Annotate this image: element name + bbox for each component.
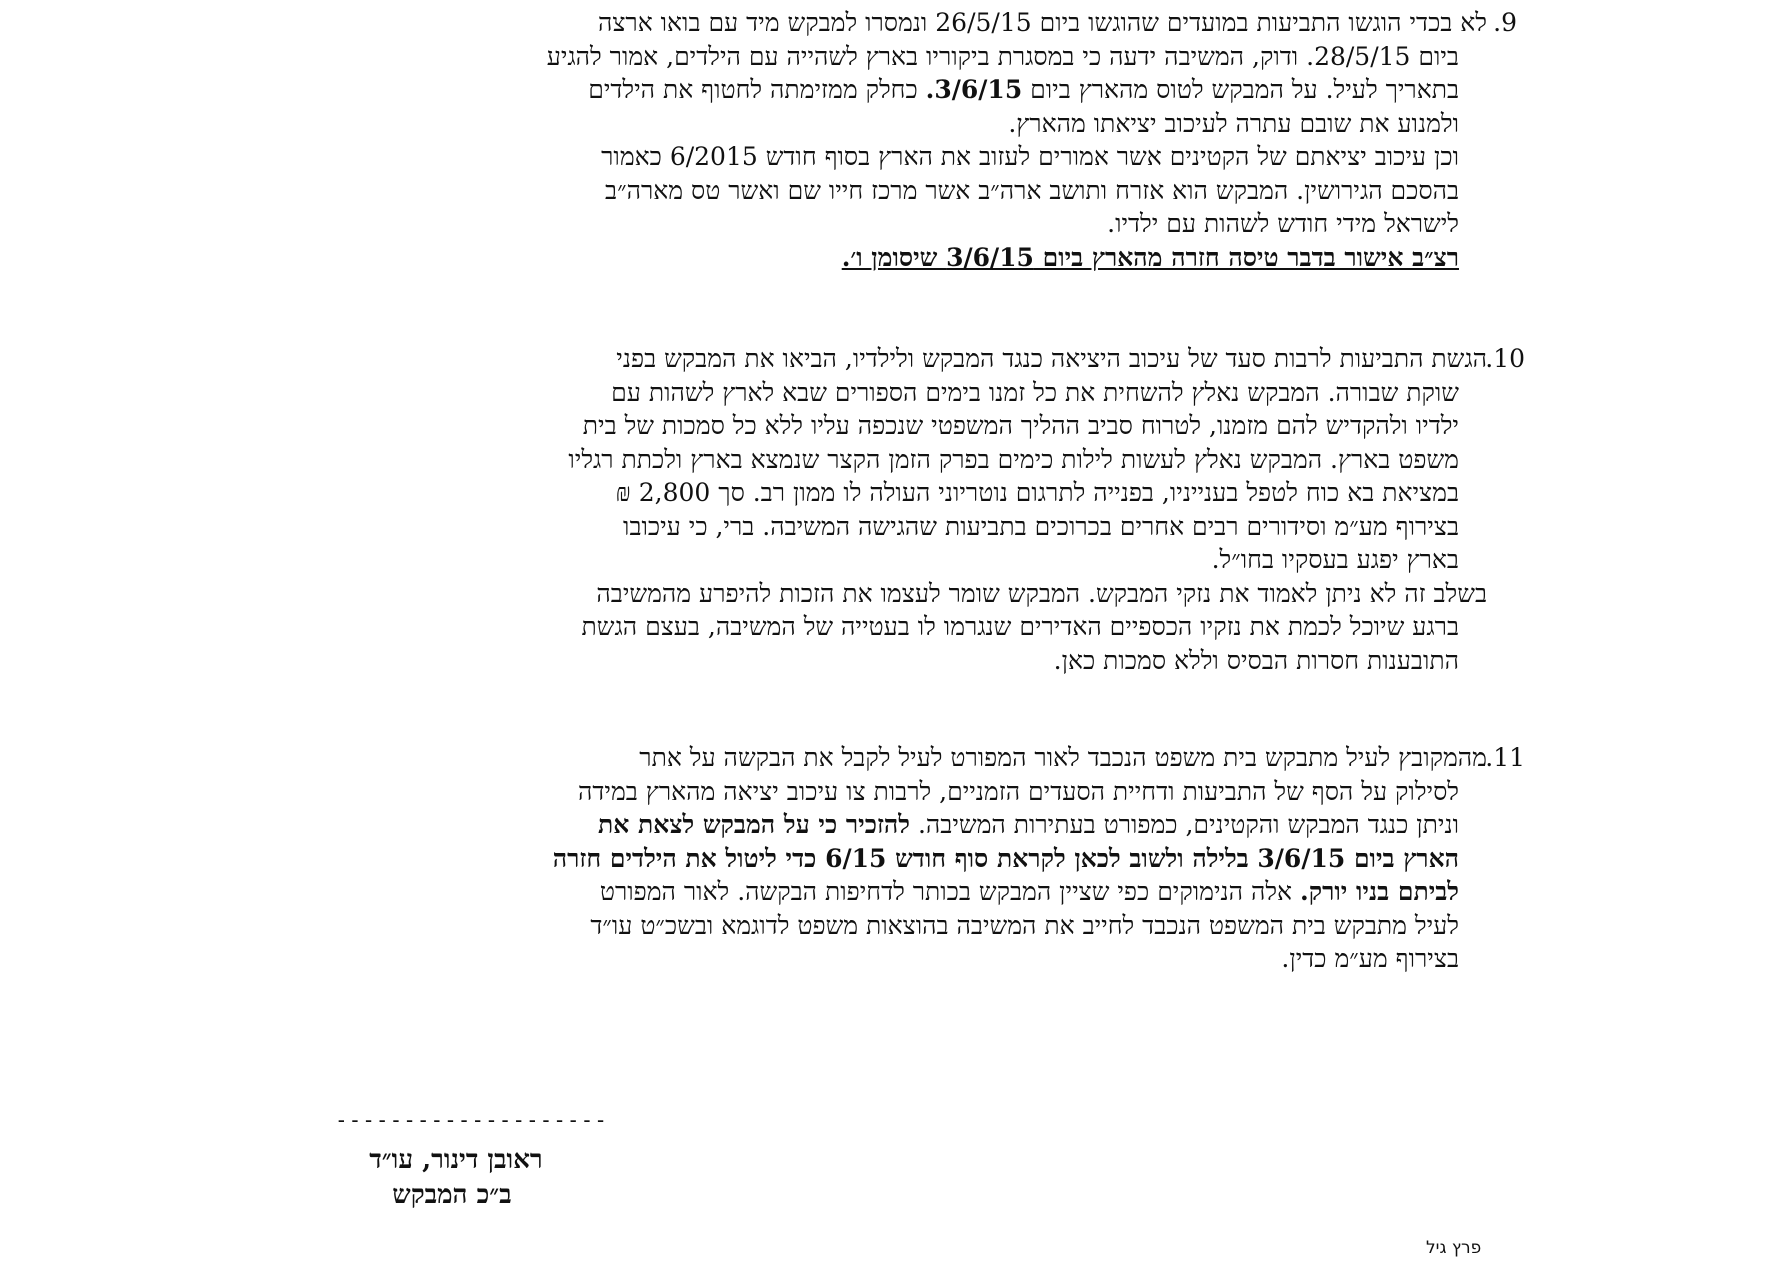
- bold-date: 3/6/15.: [925, 75, 1023, 104]
- paragraph-line: אלה הנימוקים כפי שציין המבקש בכותר לדחיפות הבקשה. לאור המפורט: [599, 877, 1293, 906]
- paragraph-line: בהסכם הגירושין. המבקש הוא אזרח ותושב ארה״ב אשר מרכז חייו שם ואשר טס מארה״ב: [605, 175, 1459, 205]
- paragraph-line: שוקת שבורה. המבקש נאלץ להשחית את כל זמנו בימים הספורים שבא לארץ לשהות עם: [611, 377, 1459, 407]
- bold-reminder: להזכיר כי על המבקש לצאת את: [598, 810, 910, 839]
- paragraph-line: לישראל מידי חודש לשהות עם ילדיו.: [1107, 209, 1459, 238]
- attachment-note: רצ״ב אישור בדבר טיסה חזרה מהארץ ביום 3/6/15 שיסומן ו׳.: [841, 242, 1459, 272]
- paragraph-line: ולמנוע את שובם עתרה לעיכוב יציאתו מהארץ.: [1008, 108, 1459, 138]
- paragraph-line: משפט בארץ. המבקש נאלץ לעשות לילות כימים בפרק הזמן הקצר שנמצא בארץ ולכתת רגליו: [568, 444, 1459, 474]
- paragraph-line: לעיל מתבקש בית המשפט הנכבד לחייב את המשיבה בהוצאות משפט לדוגמא ובשכ״ט עו״ד: [590, 910, 1459, 940]
- paragraph-line: מהמקובץ לעיל מתבקש בית משפט הנכבד לאור המפורט לעיל לקבל את הבקשה על אתר: [639, 743, 1487, 772]
- signature-name: ראובן דינור, עו״ד: [369, 1145, 543, 1175]
- paragraph-line: לא בכדי הוגשו התביעות במועדים שהוגשו ביום 26/5/15 ונמסרו למבקש מיד עם בואו ארצה: [597, 8, 1487, 37]
- paragraph-line: וכן עיכוב יציאתם של הקטינים אשר אמורים לעזוב את הארץ בסוף חודש 6/2015 כאמור: [601, 142, 1459, 171]
- paragraph-line: במציאת בא כוח לטפל בענייניו, בפנייה לתרגום נוטריוני העולה לו ממון רב. סך 2,800 ₪: [615, 478, 1459, 507]
- paragraph-10: [0, 342, 1781, 677]
- paragraph-number: 11.: [1485, 743, 1525, 772]
- signature-line: --------------------: [335, 1108, 608, 1132]
- paragraph-line: בצירוף מע״מ וסידורים רבים אחרים בכרוכים בתביעות שהגישה המשיבה. ברי, כי עיכובו: [623, 511, 1459, 541]
- paragraph-line: ברגע שיוכל לכמת את נזקיו הכספיים האדירים שנגרמו לו בעטייה של המשיבה, בעצם הגשת: [581, 612, 1459, 641]
- paragraph-line: בצירוף מע״מ כדין.: [1281, 944, 1459, 973]
- paragraph-line: בתאריך לעיל. על המבקש לטוס מהארץ ביום: [1030, 75, 1459, 104]
- paragraph-line: בשלב זה לא ניתן לאמוד את נזקי המבקש. המבקש שומר לעצמו את הזכות להיפרע מהמשיבה: [596, 578, 1487, 608]
- paragraph-line: בארץ יפגע בעסקיו בחו״ל.: [1211, 545, 1459, 574]
- signature-role: ב״כ המבקש: [392, 1180, 512, 1210]
- paragraph-line: התובענות חסרות הבסיס וללא סמכות כאן.: [1053, 645, 1459, 675]
- bold-line: לביתם בניו יורק.: [1300, 877, 1459, 906]
- paragraph-11: [0, 741, 1781, 976]
- paragraph-9: [0, 6, 1781, 274]
- paragraph-line: כחלק ממזימתה לחטוף את הילדים: [588, 75, 918, 104]
- paragraph-line: הגשת התביעות לרבות סעד של עיכוב היציאה כנגד המבקש ולילדיו, הביאו את המבקש בפני: [616, 344, 1487, 373]
- paragraph-number: 10.: [1485, 344, 1525, 373]
- bold-line: הארץ ביום 3/6/15 בלילה ולשוב לכאן לקראת סוף חודש 6/15 כדי ליטול את הילדים חזרה: [552, 843, 1459, 873]
- paragraph-line: ילדיו ולהקדיש להם מזמנו, לטרוח סביב ההליך המשפטי שנכפה עליו ללא כל סמכות של בית: [582, 411, 1459, 440]
- paragraph-line: ביום 28/5/15. ודוק, המשיבה ידעה כי במסגרת ביקוריו בארץ לשהייה עם הילדים, אמור להגיע: [546, 41, 1459, 71]
- footer-author: פרץ גיל: [1426, 1238, 1482, 1258]
- paragraph-line: וניתן כנגד המבקש והקטינים, כמפורט בעתירות המשיבה.: [917, 810, 1459, 839]
- paragraph-number: 9.: [1493, 8, 1517, 37]
- paragraph-line: לסילוק על הסף של התביעות ודחיית הסעדים הזמניים, לרבות צו עיכוב יציאה מהארץ במידה: [578, 776, 1459, 806]
